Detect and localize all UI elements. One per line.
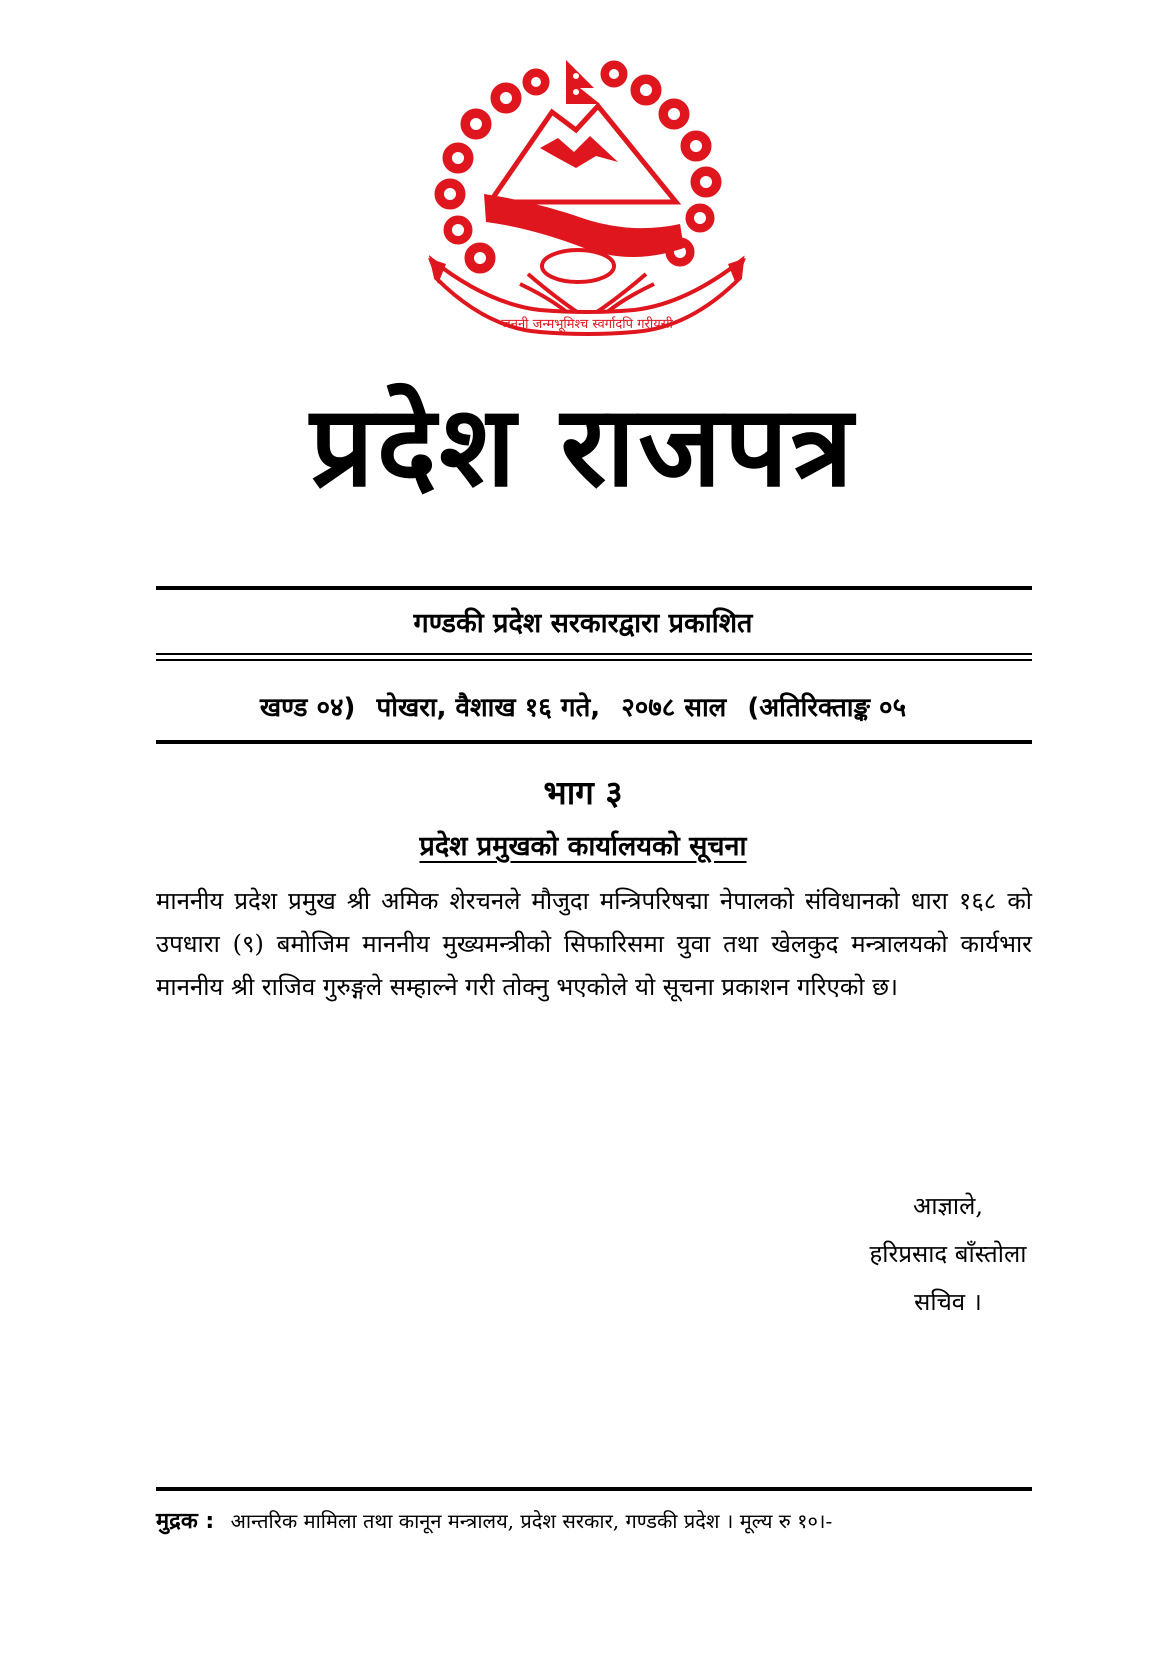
printer-details: आन्तरिक मामिला तथा कानून मन्त्रालय, प्रदेश सरकार, गण्डकी प्रदेश । मूल्य रु १०।-: [230, 1509, 833, 1533]
notice-heading-text: प्रदेश प्रमुखको कार्यालयको सूचना: [419, 831, 747, 862]
publisher-line: गण्डकी प्रदेश सरकारद्वारा प्रकाशित: [413, 608, 753, 639]
signatory-designation: सचिव ।: [914, 1288, 982, 1316]
printer-footer: [156, 1503, 1056, 1540]
volume-number: खण्ड ०४): [259, 693, 356, 723]
divider-double-2: [156, 659, 1032, 661]
issue-details: [0, 686, 1166, 730]
notice-body: माननीय प्रदेश प्रमुख श्री अमिक शेरचनले मौजुदा मन्त्रिपरिषद्मा नेपालको संविधानको धारा १६८ को उपधारा (९) बमोजिम माननीय मुख्यमन्त्रीको सिफारिसमा युवा तथा खेलकुद मन्त्रालयको कार्यभार माननीय श्री राजिव गुरुङ्गले सम्हाल्ने गरी तोक्नु भएकोले यो सूचना प्रकाशन गरिएको छ।: [156, 887, 1032, 1001]
gazette-title: प्रदेश राजपत्र: [310, 382, 856, 512]
divider-issue: [156, 740, 1032, 744]
printer-label: मुद्रक :: [156, 1509, 215, 1534]
signature-order: आज्ञाले,: [912, 1192, 984, 1220]
signatory-name: हरिप्रसाद बाँस्तोला: [869, 1240, 1027, 1268]
emblem-motto: जननी जन्मभूमिश्च स्वर्गादपि गरीयसी: [501, 317, 673, 332]
national-emblem: [428, 52, 746, 360]
divider-top: [156, 586, 1032, 590]
part-heading: भाग ३: [543, 773, 623, 812]
divider-double-1: [156, 653, 1032, 655]
footer-divider: [156, 1487, 1032, 1491]
place-date: पोखरा, वैशाख १६ गते,: [376, 693, 601, 723]
extra-issue-number: (अतिरिक्ताङ्क ०५: [747, 693, 907, 723]
notice-heading: [0, 826, 1166, 868]
issue-year: २०७८ साल: [621, 693, 727, 723]
